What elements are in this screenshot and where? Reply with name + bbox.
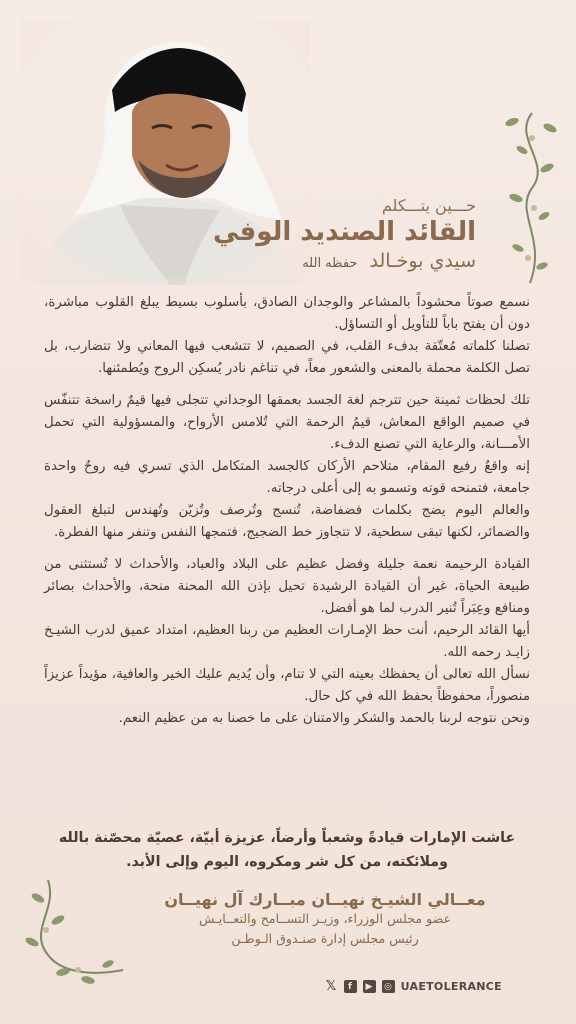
x-icon[interactable]: 𝕏 [325,979,337,994]
signature-role: رئيس مجلس إدارة صنـدوق الـوطـن [231,931,419,946]
signature-block [120,890,530,949]
floral-ornament-right [492,108,562,288]
paragraph: تصلنا كلماته مُعتّقة بدفء القلب، في الصميم، لا تتشعب فيها المعاني ولا تتضارب، بل تصل الكلمة محملة بالمعنى والشعور معاً، في تناغم نادر يُسكِن الروح ويُطمئنها. [44,339,530,376]
social-handle[interactable]: UAETOLERANCE [400,980,502,993]
paragraph: تلك لحظات ثمينة حين تترجم لغة الجسد بعمقها الوجداني تتجلى فيها قيمٌ راسخة تتنفّس في صميم الواقع المعاش، قيمُ الرحمة التي تُلامس الأرواح، والمسؤولية التي تحمل الأمـــانة، والرعاية التي تصنع الدفء. [44,393,530,452]
message-body [44,292,530,730]
paragraph: والعالم اليوم يضج بكلمات فضفاضة، تُنسج وتُرصف وتُزيّن وتُهندس لتبلغ العقول والضمائر، لكنها تبقى سطحية، لا تتجاوز خط الضجيج، فتمجها النفس وتنفر منها الفطرة. [44,503,530,540]
header-intro: حـــين يتـــكلم [381,196,476,215]
youtube-icon[interactable]: ▶ [363,980,376,993]
header-block [150,196,476,272]
paragraph: إنه واقعٌ رفيع المقام، متلاحم الأركان كالجسد المتكامل الذي تسري فيه روحٌ واحدة جامعة، فتمنحه قوته وتسمو به إلى أعلى درجاته. [44,459,530,496]
social-bar [325,980,502,993]
instagram-icon[interactable]: ◎ [382,980,395,993]
header-title: القائد الصنديد الوفي [212,217,476,247]
header-honorific: حفظه الله [302,256,358,271]
signature-role: عضو مجلس الوزراء، وزيـر التســامح والتعــايـش [198,911,452,926]
signature-name: معــالي الشيـخ نهيــان مبــارك آل نهيــان [164,890,486,909]
paragraph: ونحن نتوجه لربنا بالحمد والشكر والامتنان على ما خصنا به من عظيم النعم. [118,711,530,726]
closing-statement: عاشت الإمارات قيادةً وشعباً وأرضاً، عزيزة أبيّة، عصيّة محصّنة بالله وملائكته، من كل شر ومكروه، اليوم وإلى الأبد. [58,830,516,870]
header-name: سيدي بوخـالد [369,250,476,272]
header-subtitle [150,250,476,272]
floral-ornament-left [18,880,128,995]
paragraph: نسمع صوتاً محشوداً بالمشاعر والوجدان الصادق، بأسلوب بسيط يبلغ القلوب مباشرة، دون أن يفتح باباً للتأويل أو التساؤل. [44,295,530,332]
paragraph: القيادة الرحيمة نعمة جليلة وفضل عظيم على البلاد والعباد، والأحداث لا تُستثنى من طبيعة الحياة، غير أن القيادة الرشيدة تحيل بإذن الله المحنة منحة، والأحداث بصائر ومنافع وعِبَراً تُنير الدرب لما هو أفضل. [44,557,530,616]
paragraph: أيها القائد الرحيم، أنت حظ الإمـارات العظيم من ربنا العظيم، امتداد عميق لدرب الشيـخ زايـد رحمه الله. [44,623,530,660]
paragraph: نسأل الله تعالى أن يحفظك بعينه التي لا تنام، وأن يُديم عليك الخير والعافية، مؤيداً عزيزاً منصوراً، محفوظاً بحفظ الله في كل حال. [44,667,530,704]
facebook-icon[interactable]: f [344,980,357,993]
